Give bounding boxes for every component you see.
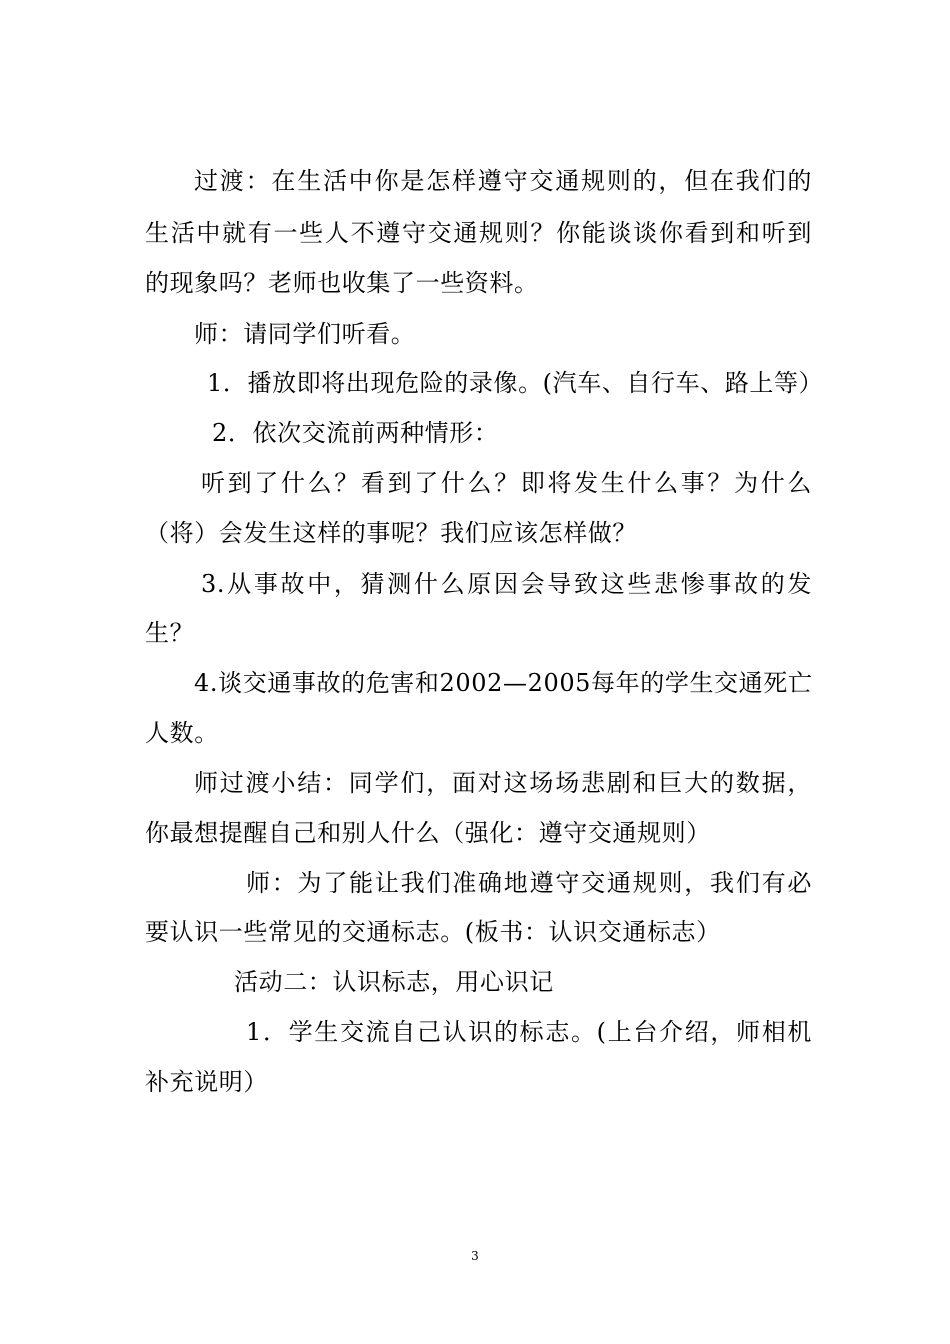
list-item-4-line-1: 4.谈交通事故的危害和2002—2005每年的学生交通死亡 [194,669,813,697]
activity-two-heading: 活动二：认识标志，用心识记 [234,968,554,996]
list-item-3-line-1: 3.从事故中，猜测什么原因会导致这些悲惨事故的发 [201,570,812,598]
summary-line-1: 师过渡小结：同学们，面对这场场悲剧和巨大的数据， [194,769,812,797]
questions-line-2: （将）会发生这样的事呢？我们应该怎样做？ [145,519,637,547]
questions-line-1: 听到了什么？看到了什么？即将发生什么事？为什么 [201,469,812,497]
summary-line-2: 你最想提醒自己和别人什么（强化：遵守交通规则） [145,819,711,847]
teacher-line-2: 要认识一些常见的交通标志。(板书：认识交通标志） [145,918,721,946]
list-item-2: 2．依次交流前两种情形： [212,419,499,447]
list-item-3-line-2: 生？ [145,619,195,647]
teacher-instruction-line: 师：请同学们听看。 [194,320,416,348]
teacher-line-1: 师：为了能让我们准确地遵守交通规则，我们有必 [246,869,812,897]
activity-item-1-line-1: 1．学生交流自己认识的标志。(上台介绍，师相机 [246,1018,812,1046]
paragraph-transition-line-2: 生活中就有一些人不遵守交通规则？你能谈谈你看到和听到 [145,219,812,247]
page-number: 3 [471,1249,479,1263]
list-item-1: 1．播放即将出现危险的录像。(汽车、自行车、路上等） [207,369,824,397]
paragraph-transition-line-1: 过渡：在生活中你是怎样遵守交通规则的，但在我们的 [194,167,812,195]
activity-item-1-line-2: 补充说明） [145,1068,268,1096]
list-item-4-line-2: 人数。 [145,719,219,747]
paragraph-transition-line-3: 的现象吗？老师也收集了一些资料。 [145,269,539,297]
